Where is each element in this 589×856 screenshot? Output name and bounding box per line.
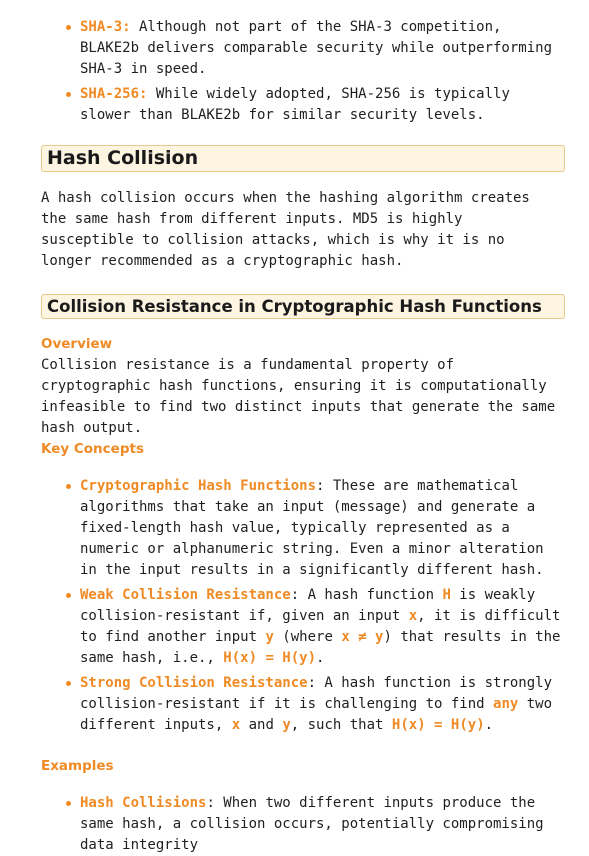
concept-text: . [484, 717, 494, 733]
overview-paragraph: Collision resistance is a fundamental property of cryptographic hash functions, ensuring it is computationally infeasible to find two distinct inputs that generate the same hash output. [41, 357, 556, 436]
math-symbol: x [231, 717, 241, 733]
example-term: Hash Collisions [80, 795, 207, 811]
emphasis-word: any [493, 696, 519, 712]
math-symbol: x [408, 608, 418, 624]
list-item [80, 476, 567, 581]
math-symbol: y [282, 717, 291, 733]
list-item [80, 17, 567, 80]
concept-text: ) that results in the same hash, i.e., [80, 629, 561, 666]
key-concepts-list [0, 476, 589, 736]
concept-text: , it is difficult to find another input [80, 608, 561, 645]
concept-text: (where [273, 629, 342, 645]
subheading-key-concepts: Key Concepts [41, 441, 144, 457]
math-expression: x ≠ y [341, 629, 384, 645]
section-heading-hash-collision: Hash Collision [41, 145, 565, 172]
math-symbol: H [442, 587, 451, 603]
examples-list [0, 793, 589, 856]
list-item-term: SHA-3: [80, 19, 131, 35]
concept-text: is weakly collision-resistant if, given an input [80, 587, 536, 624]
concept-term: Cryptographic Hash Functions [80, 478, 317, 494]
document-page [0, 17, 589, 853]
list-item [80, 84, 567, 126]
concept-text: : A hash function is strongly collision-resistant if it is challenging to find [80, 675, 553, 712]
list-item-term: SHA-256: [80, 86, 148, 102]
math-expression: H(x) = H(y) [223, 650, 317, 666]
math-symbol: y [265, 629, 274, 645]
concept-term: Weak Collision Resistance [80, 587, 291, 603]
section-heading-collision-resistance: Collision Resistance in Cryptographic Hash Functions [41, 294, 565, 319]
concept-text: . [316, 650, 325, 666]
concept-text: and [240, 717, 283, 733]
subheading-examples: Examples [41, 758, 114, 774]
concept-text: , such that [290, 717, 392, 733]
hash-comparison-list [0, 17, 589, 126]
math-expression: H(x) = H(y) [391, 717, 485, 733]
hash-collision-paragraph: A hash collision occurs when the hashing algorithm creates the same hash from different inputs. MD5 is highly susceptible to collision attacks, which is why it is no longer recommended as a cryptographic hash. [41, 190, 530, 269]
list-item [80, 673, 567, 736]
subheading-overview: Overview [41, 336, 113, 352]
concept-text: : A hash function [290, 587, 443, 603]
example-text: : When two different inputs produce the same hash, a collision occurs, potentially compromising data integrity [80, 795, 544, 853]
list-item-text: Although not part of the SHA-3 competition, BLAKE2b delivers comparable security while outperforming SHA-3 in speed. [80, 19, 553, 77]
concept-text: two different inputs, [80, 696, 553, 733]
concept-term: Strong Collision Resistance [80, 675, 308, 691]
list-item-text: While widely adopted, SHA-256 is typically slower than BLAKE2b for similar security levels. [80, 86, 510, 123]
concept-text: : These are mathematical algorithms that take an input (message) and generate a fixed-length hash value, typically represented as a numeric or alphanumeric string. Even a minor alteration in the input results in a significantly different hash. [80, 478, 544, 578]
list-item [80, 585, 567, 669]
list-item [80, 793, 567, 856]
